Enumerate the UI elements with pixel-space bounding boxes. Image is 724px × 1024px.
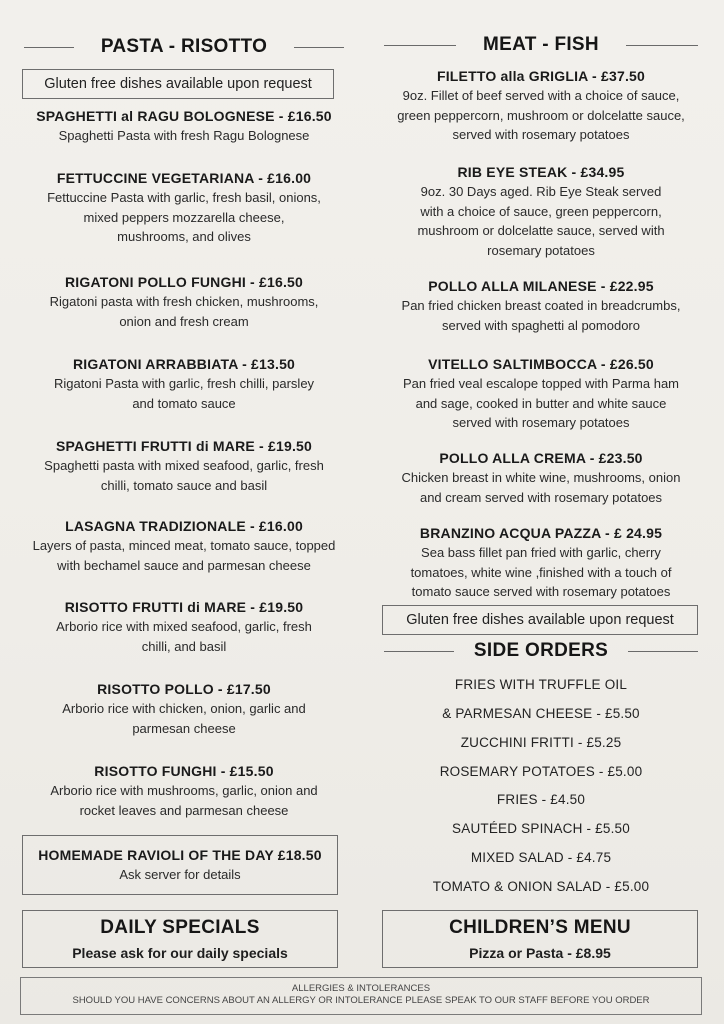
item-name: SPAGHETTI al RAGU BOLOGNESE - £16.50 (36, 108, 332, 124)
ravioli-box (22, 835, 338, 895)
divider (24, 47, 74, 48)
menu-item (18, 168, 350, 247)
item-description: Layers of pasta, minced meat, tomato sauce, topped with bechamel sauce and parmesan cheese (32, 538, 336, 573)
item-name: POLLO ALLA CREMA - £23.50 (439, 450, 643, 466)
item-name: VITELLO SALTIMBOCCA - £26.50 (428, 356, 654, 372)
menu-item (380, 66, 702, 145)
item-name: RIB EYE STEAK - £34.95 (457, 164, 625, 180)
item-description: Arborio rice with mushrooms, garlic, onion and rocket leaves and parmesan cheese (50, 783, 318, 818)
menu-item (18, 436, 350, 495)
item-description: Rigatoni Pasta with garlic, fresh chilli, parsley and tomato sauce (53, 376, 315, 411)
menu-item (380, 276, 702, 335)
menu-item (18, 354, 350, 413)
sides-section-title: SIDE ORDERS (473, 640, 609, 661)
daily-specials-box (22, 910, 338, 968)
item-description: 9oz. Fillet of beef served with a choice of sauce, green peppercorn, mushroom or dolcelatte sauce, served with rosemary potatoes (397, 88, 685, 142)
divider (628, 651, 698, 652)
item-name: RIGATONI ARRABBIATA - £13.50 (72, 356, 296, 372)
item-name: SPAGHETTI FRUTTI di MARE - £19.50 (55, 438, 313, 454)
menu-item (18, 272, 350, 331)
meat-gluten-note (382, 605, 698, 635)
divider (626, 45, 698, 46)
item-description: Pan fried chicken breast coated in breadcrumbs, served with spaghetti al pomodoro (401, 298, 681, 333)
side-order-item: & PARMESAN CHEESE - £5.50 (442, 706, 640, 721)
meat-section-header (380, 32, 702, 58)
pasta-section-title: PASTA - RISOTTO (100, 36, 268, 57)
item-name: RISOTTO FUNGHI - £15.50 (94, 763, 274, 779)
allergy-notice-text: SHOULD YOU HAVE CONCERNS ABOUT AN ALLERGY OR INTOLERANCE PLEASE SPEAK TO OUR STAFF BEFORE YOU ORDER (72, 995, 650, 1006)
item-name: FETTUCCINE VEGETARIANA - £16.00 (56, 170, 312, 186)
meat-section-title: MEAT - FISH (483, 34, 599, 55)
menu-item (380, 523, 702, 602)
item-description: Chicken breast in white wine, mushrooms, onion and cream served with rosemary potatoes (401, 470, 681, 505)
item-name: RISOTTO FRUTTI di MARE - £19.50 (64, 599, 304, 615)
gluten-note-text: Gluten free dishes available upon request (44, 76, 312, 92)
item-description: Spaghetti pasta with mixed seafood, garlic, fresh chilli, tomato sauce and basil (44, 458, 324, 493)
side-order-item: ROSEMARY POTATOES - £5.00 (439, 764, 643, 779)
menu-item (380, 354, 702, 433)
daily-specials-text: Please ask for our daily specials (72, 945, 288, 961)
item-description: Fettuccine Pasta with garlic, fresh basil, onions, mixed peppers mozzarella cheese, mushrooms, and olives (47, 190, 321, 244)
menu-item (18, 106, 350, 146)
item-description: Arborio rice with chicken, onion, garlic and parmesan cheese (62, 701, 306, 736)
sides-section-header (380, 638, 702, 664)
ravioli-description: Ask server for details (119, 867, 241, 883)
pasta-section-header (18, 34, 350, 60)
item-description: Arborio rice with mixed seafood, garlic, fresh chilli, and basil (56, 619, 312, 654)
side-order-item: SAUTÉED SPINACH - £5.50 (452, 821, 630, 836)
menu-item (18, 679, 350, 738)
menu-item (380, 448, 702, 507)
side-order-item: FRIES - £4.50 (496, 792, 586, 807)
divider (294, 47, 344, 48)
menu-item (18, 516, 350, 575)
item-name: BRANZINO ACQUA PAZZA - £ 24.95 (419, 525, 663, 541)
divider (384, 651, 454, 652)
item-name: RISOTTO POLLO - £17.50 (97, 681, 271, 697)
item-description: Rigatoni pasta with fresh chicken, mushrooms, onion and fresh cream (49, 294, 319, 329)
item-description: Sea bass fillet pan fried with garlic, cherry tomatoes, white wine ,finished with a touch of tomato sauce served with rosemary potatoes (410, 545, 672, 599)
childrens-menu-box (382, 910, 698, 968)
item-name: RIGATONI POLLO FUNGHI - £16.50 (64, 274, 304, 290)
allergy-notice-title: ALLERGIES & INTOLERANCES (291, 983, 431, 994)
item-description: 9oz. 30 Days aged. Rib Eye Steak served with a choice of sauce, green peppercorn, mushroom or dolcelatte sauce, served with rosemary potatoes (417, 184, 665, 258)
item-description: Spaghetti Pasta with fresh Ragu Bolognese (58, 128, 310, 143)
childrens-menu-title: CHILDREN’S MENU (449, 917, 631, 938)
childrens-menu-text: Pizza or Pasta - £8.95 (469, 945, 611, 961)
item-name: POLLO ALLA MILANESE - £22.95 (428, 278, 654, 294)
divider (384, 45, 456, 46)
pasta-gluten-note (22, 69, 334, 99)
side-order-item: ZUCCHINI FRITTI - £5.25 (460, 735, 622, 750)
side-order-item: TOMATO & ONION SALAD - £5.00 (432, 879, 650, 894)
menu-item (18, 597, 350, 656)
item-name: FILETTO alla GRIGLIA - £37.50 (436, 68, 646, 84)
side-order-item: MIXED SALAD - £4.75 (470, 850, 612, 865)
menu-item (18, 761, 350, 820)
gluten-note-text: Gluten free dishes available upon request (406, 612, 674, 628)
allergy-notice (20, 977, 702, 1015)
daily-specials-title: DAILY SPECIALS (100, 917, 260, 938)
menu-item (380, 162, 702, 260)
item-description: Pan fried veal escalope topped with Parma ham and sage, cooked in butter and white sauce served with rosemary potatoes (402, 376, 680, 430)
ravioli-name: HOMEMADE RAVIOLI OF THE DAY £18.50 (38, 847, 322, 864)
item-name: LASAGNA TRADIZIONALE - £16.00 (65, 518, 303, 534)
side-order-item: FRIES WITH TRUFFLE OIL (454, 677, 628, 692)
